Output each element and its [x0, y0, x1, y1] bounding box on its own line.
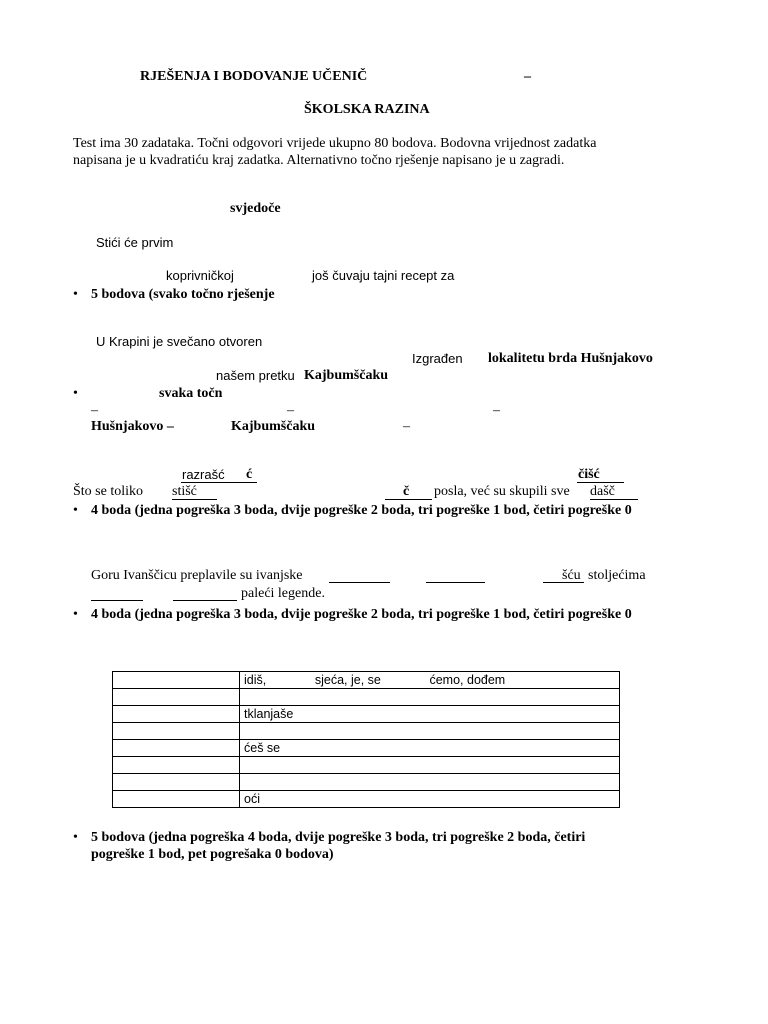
task4-blank-3: [91, 600, 143, 601]
title-dash: –: [524, 69, 531, 84]
table-cell: [240, 723, 620, 740]
task3-top-underline-2: [577, 482, 624, 483]
task4-line-start: Goru Ivanščicu preplavile su ivanjske: [91, 568, 303, 583]
task3-line-start: Što se toliko: [73, 484, 144, 499]
task1-word: svjedoče: [230, 201, 281, 216]
task3-underline-3: [590, 499, 638, 500]
document-subtitle: ŠKOLSKA RAZINA: [304, 102, 430, 117]
table-cell: tklanjaše: [240, 706, 620, 723]
table-row: [113, 689, 620, 706]
table-cell: [113, 672, 240, 689]
table-row: [113, 757, 620, 774]
table-cell: [113, 774, 240, 791]
table-cell: [113, 791, 240, 808]
task2-line-a: U Krapini je svečano otvoren: [96, 334, 263, 349]
task3-word-3: dašč: [590, 484, 615, 499]
bullet: •: [73, 607, 78, 622]
task3-underline-1: [172, 499, 217, 500]
task2-line-c1: našem pretku: [216, 368, 295, 383]
task2-line-b2: lokalitetu brda Hušnjakovo: [488, 351, 653, 366]
table-row: [113, 723, 620, 740]
table-row: [113, 774, 620, 791]
table-cell: [113, 757, 240, 774]
task3-top-1: razrašć: [182, 467, 225, 482]
task4-line-end: stoljećima: [588, 568, 646, 583]
task1-line-b2: još čuvaju tajni recept za: [312, 268, 455, 283]
table-row: [113, 791, 620, 808]
task2-dash-3: –: [493, 403, 500, 418]
task2-dash-4: –: [403, 419, 410, 434]
table-cell: [113, 740, 240, 757]
task2-line-b1: Izgrađen: [412, 351, 463, 366]
task2-points: svaka točn: [159, 386, 223, 401]
table-cell: [113, 706, 240, 723]
task1-line-a: Stići će prvim: [96, 235, 174, 250]
answer-table: [112, 671, 620, 808]
task3-line-mid: posla, već su skupili sve: [434, 484, 570, 499]
task5-points-line-2: pogreške 1 bod, pet pogrešaka 0 bodova): [91, 847, 334, 862]
task4-line2-end: paleći legende.: [241, 586, 325, 601]
task4-word-1: šću: [562, 568, 581, 583]
table-row: [113, 706, 620, 723]
bullet: •: [73, 287, 78, 302]
task2-dash-1: –: [91, 403, 98, 418]
table-cell: [113, 689, 240, 706]
intro-line-2: napisana je u kvadratiću kraj zadatka. Alternativno točno rješenje napisano je u zagradi.: [73, 153, 565, 168]
task1-points: 5 bodova (svako točno rješenje: [91, 287, 275, 302]
task4-blank-4: [173, 600, 237, 601]
table-row: [113, 740, 620, 757]
task2-answer-1: Hušnjakovo –: [91, 419, 174, 434]
table-cell: [240, 774, 620, 791]
table-row: [113, 672, 620, 689]
task3-top-underline-1: [181, 482, 257, 483]
task1-line-b1: koprivničkoj: [166, 268, 234, 283]
task4-underline-1: [543, 582, 584, 583]
table-cell: [113, 723, 240, 740]
table-cell: idiš, sjeća, je, se ćemo, dođem: [240, 672, 620, 689]
task3-underline-2: [385, 499, 432, 500]
task3-top-3: čišć: [578, 467, 600, 482]
task2-dash-2: –: [287, 403, 294, 418]
table-cell: [240, 689, 620, 706]
task2-line-c2: Kajbumščaku: [304, 368, 389, 383]
document-title: RJEŠENJA I BODOVANJE UČENIČ: [140, 69, 368, 84]
task5-points-line-1: 5 bodova (jedna pogreška 4 boda, dvije pogreške 3 boda, tri pogreške 2 boda, četiri: [91, 830, 586, 845]
task2-answer-2: Kajbumščaku: [231, 419, 316, 434]
task3-points: 4 boda (jedna pogreška 3 boda, dvije pogreške 2 boda, tri pogreške 1 bod, četiri pogreške 0: [91, 503, 632, 518]
bullet: •: [73, 503, 78, 518]
intro-line-1: Test ima 30 zadataka. Točni odgovori vrijede ukupno 80 bodova. Bodovna vrijednost zadatka: [73, 136, 597, 151]
task4-blank-2: [426, 582, 485, 583]
task3-word-2: č: [403, 484, 410, 499]
task3-top-2: ć: [246, 467, 253, 482]
bullet: •: [73, 386, 78, 401]
table-cell: [240, 757, 620, 774]
table-cell: ćeš se: [240, 740, 620, 757]
task4-blank-1: [329, 582, 390, 583]
task3-word-1: stišć: [172, 484, 197, 499]
table-cell: oći: [240, 791, 620, 808]
task4-points: 4 boda (jedna pogreška 3 boda, dvije pogreške 2 boda, tri pogreške 1 bod, četiri pogreške 0: [91, 607, 632, 622]
bullet: •: [73, 830, 78, 845]
